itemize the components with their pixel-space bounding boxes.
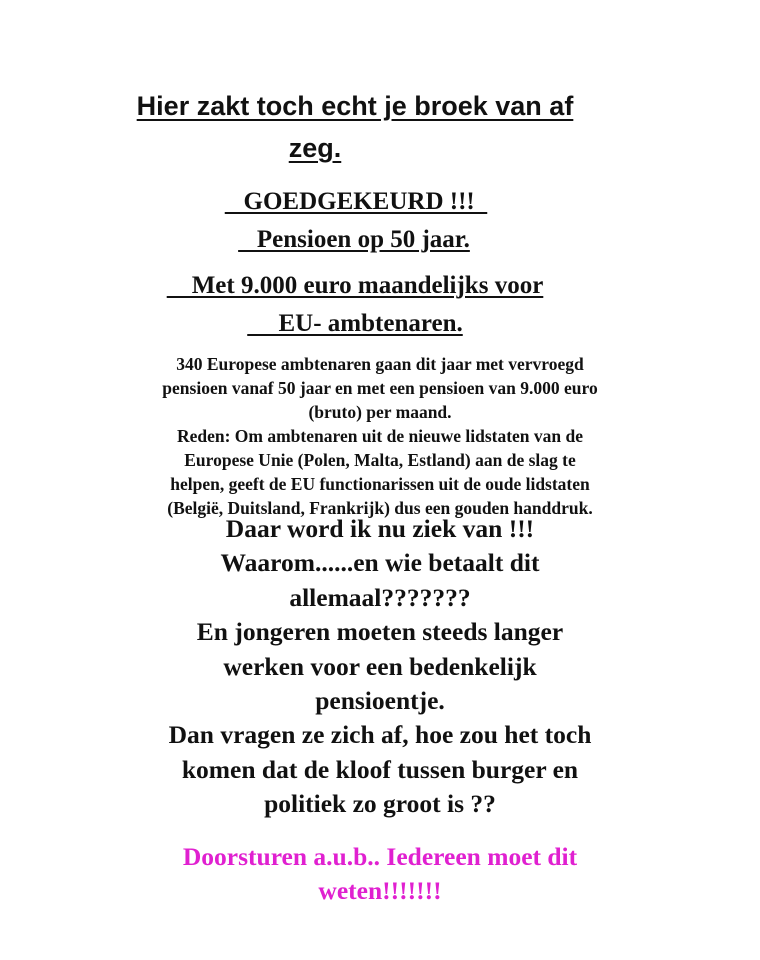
comment-line: komen dat de kloof tussen burger en [181,754,579,784]
announcement-target: EU- ambtenaren. [247,310,463,337]
comment-line: En jongeren moeten steeds langer [196,617,564,647]
comment-line: allemaal??????? [289,582,471,612]
details-line: Reden: Om ambtenaren uit de nieuwe lidstaten van de [176,426,584,446]
details-line: 340 Europese ambtenaren gaan dit jaar met vervroegd [176,354,584,374]
announcement-approved: GOEDGEKEURD !!! [224,188,488,215]
details-line: Europese Unie (Polen, Malta, Estland) aan de slag te [184,450,576,470]
comment-line: Daar word ik nu ziek van !!! [225,514,535,543]
comment-line: werken voor een bedenkelijk [223,651,537,681]
comment-line: politiek zo groot is ?? [264,789,496,819]
comment-line: pensioentje. [315,686,445,716]
forward-line: Doorsturen a.u.b.. Iedereen moet dit [182,842,578,871]
headline-line-1: Hier zakt toch echt je broek van af [136,91,574,121]
details-line: helpen, geeft de EU functionarissen uit de oude lidstaten [170,474,590,494]
forward-line: weten!!!!!!! [318,876,442,905]
comment-paragraph [60,512,700,822]
details-line: pensioen vanaf 50 jaar en met een pensioen van 9.000 euro [162,378,598,398]
forward-request [60,840,700,908]
details-line: (België, Duitsland, Frankrijk) dus een gouden handdruk. [167,498,593,518]
announcement-amount: Met 9.000 euro maandelijks voor [166,272,544,299]
comment-line: Dan vragen ze zich af, hoe zou het toch [168,720,592,750]
details-line: (bruto) per maand. [308,402,452,422]
headline-line-2: zeg. [288,133,342,163]
details-paragraph [80,352,680,520]
announcement-pension-age: Pensioen op 50 jaar. [238,226,470,253]
comment-line: Waarom......en wie betaalt dit [220,548,540,578]
